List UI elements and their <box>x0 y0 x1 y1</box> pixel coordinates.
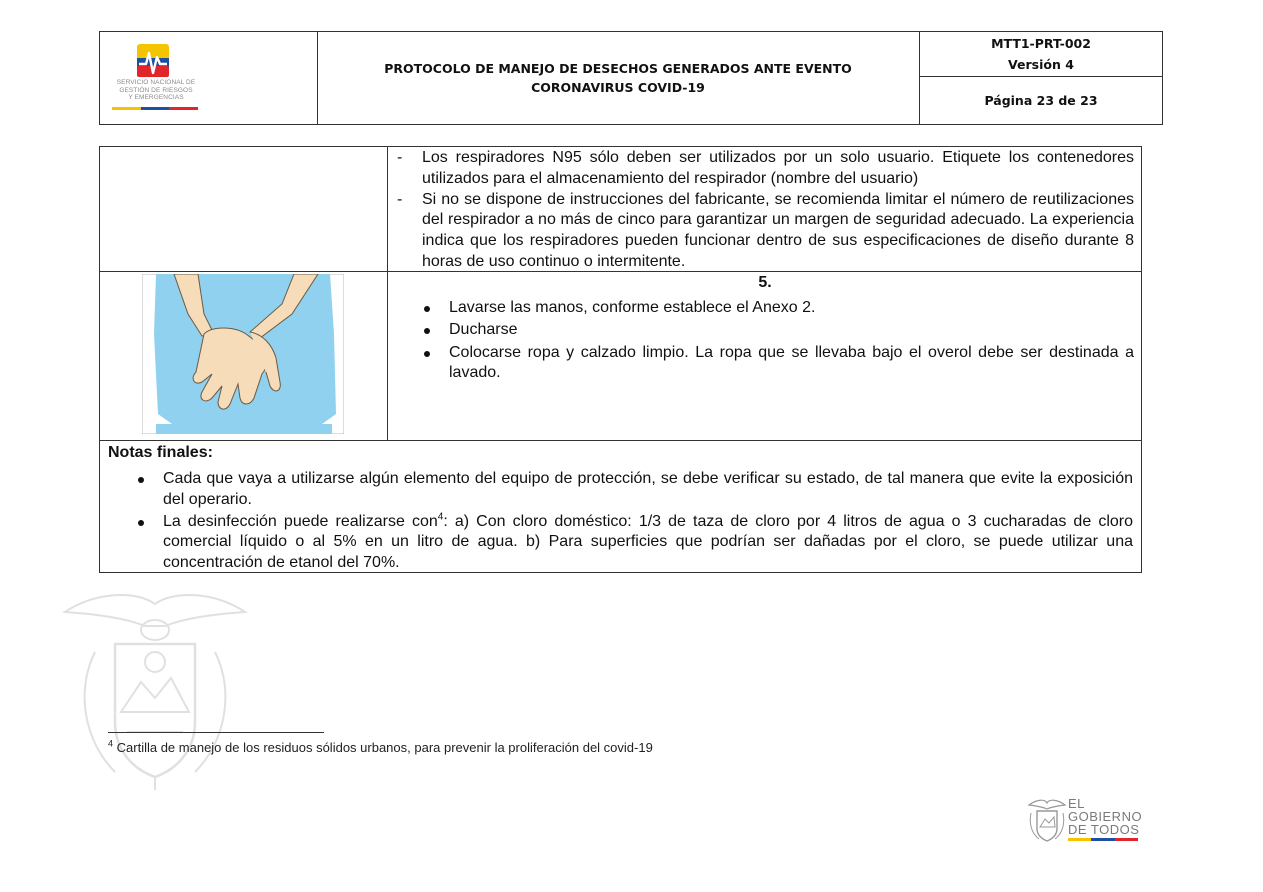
sngre-logo-icon <box>137 44 169 77</box>
document-code: MTT1-PRT-002 <box>991 36 1091 51</box>
final-notes-list <box>135 469 1133 575</box>
list-item: La desinfección puede realizarse con$^4$: a) Con cloro doméstico: 1/3 de taza de cloro por 4 litros de agua o 3 cucharadas de cloro comercial líquido o al 5% en un litro de agua. b) Para superficies que podrían ser dañadas por el cloro, se puede utilizar una concentración de etanol del 70%. <box>135 512 1133 574</box>
page-number: Página 23 de 23 <box>984 93 1098 108</box>
step-number: 5. <box>758 274 772 291</box>
list-item: Ducharse <box>420 320 1134 341</box>
document-header <box>99 31 1163 125</box>
list-item: Colocarse ropa y calzado limpio. La ropa que se llevaba bajo el overol debe ser destinada a lavado. <box>420 343 1134 385</box>
list-item: Cada que vaya a utilizarse algún elemento del equipo de protección, se debe verificar su estado, de tal manera que evite la exposición del operario. <box>135 469 1133 511</box>
list-item: - Los respiradores N95 sólo deben ser utilizados por un solo usuario. Etiquete los contenedores utilizados para el almacenamiento del respirador (nombre del usuario) <box>397 148 1134 190</box>
procedure-table <box>99 146 1142 573</box>
gov-flag-stripe <box>1068 838 1138 841</box>
list-item: Lavarse las manos, conforme establece el Anexo 2. <box>420 298 1134 319</box>
gobierno-seal-icon <box>1027 797 1067 843</box>
footnote-separator <box>108 732 324 733</box>
gobierno-wordmark: EL GOBIERNO DE TODOS <box>1068 796 1143 837</box>
list-item: - Si no se dispone de instrucciones del fabricante, se recomienda limitar el número de reutilizaciones del respirador a no más de cinco para garantizar un margen de seguridad adecuado. La experiencia indica que los respiradores pueden funcionar dentro de sus especificaciones de diseño durante 8 horas de uso continuo o intermitente. <box>397 190 1134 273</box>
document-title: PROTOCOLO DE MANEJO DE DESECHOS GENERADOS ANTE EVENTO CORONAVIRUS COVID-19 <box>317 32 920 124</box>
coat-of-arms-watermark-icon <box>55 582 255 792</box>
footnote-ref: 4 <box>437 511 444 523</box>
flag-stripe <box>112 107 198 110</box>
respirator-instructions <box>397 148 1134 273</box>
notes-heading: Notas finales: <box>108 444 213 461</box>
document-code-cell <box>920 32 1162 77</box>
footnote: $^4$ Cartilla de manejo de los residuos sólidos urbanos, para prevenir la proliferación del covid-19 <box>108 738 653 755</box>
post-procedure-steps <box>420 298 1134 386</box>
org-name: SERVICIO NACIONAL DE GESTIÓN DE RIESGOS Y EMERGENCIAS <box>116 79 196 101</box>
document-version: Versión 4 <box>1008 57 1074 72</box>
header-logo-cell <box>100 32 318 124</box>
hand-washing-illustration <box>142 274 344 434</box>
